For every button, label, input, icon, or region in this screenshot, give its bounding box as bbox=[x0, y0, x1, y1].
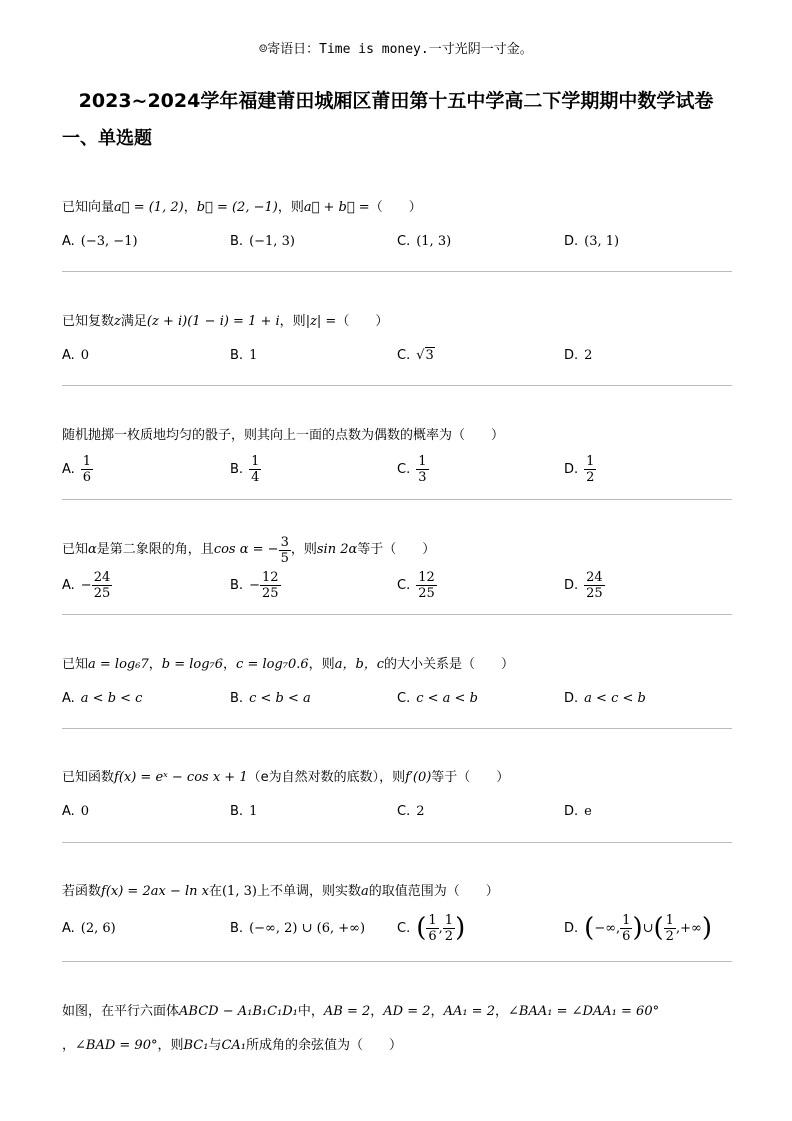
stem-math: a bbox=[360, 884, 369, 899]
option-text: 1 bbox=[249, 803, 258, 819]
denominator: 6 bbox=[82, 469, 92, 485]
option-a[interactable] bbox=[62, 681, 142, 715]
denominator: 5 bbox=[280, 550, 289, 566]
left-paren: ( bbox=[584, 913, 595, 943]
option-b[interactable] bbox=[230, 794, 257, 828]
numerator: 24 bbox=[586, 569, 603, 585]
stem-text: 等于（ ） bbox=[431, 770, 510, 785]
option-label: C. bbox=[397, 577, 411, 593]
option-text: 0 bbox=[80, 347, 90, 363]
stem-text: 中， bbox=[297, 1004, 324, 1019]
option-label: C. bbox=[397, 920, 411, 936]
stem-text: ， bbox=[223, 657, 237, 672]
stem-math: f′(0) bbox=[405, 770, 432, 785]
options-row bbox=[62, 794, 732, 828]
numerator: 1 bbox=[428, 912, 437, 928]
right-paren: ) bbox=[701, 913, 712, 943]
option-text: −∞, bbox=[594, 920, 621, 936]
question-stem bbox=[62, 768, 732, 788]
numerator: 12 bbox=[418, 569, 435, 585]
question-stem bbox=[62, 534, 732, 566]
options-row bbox=[62, 338, 732, 372]
fraction bbox=[620, 913, 632, 944]
option-d[interactable] bbox=[564, 224, 619, 258]
option-d[interactable] bbox=[564, 908, 712, 948]
option-label: B. bbox=[230, 803, 244, 819]
left-paren: ( bbox=[653, 913, 664, 943]
question-stem bbox=[62, 1002, 732, 1022]
option-label: B. bbox=[230, 347, 244, 363]
stem-math: AB = 2 bbox=[323, 1004, 371, 1019]
option-label: B. bbox=[230, 920, 244, 936]
stem-math: cos α = − bbox=[213, 542, 279, 557]
option-label: B. bbox=[230, 233, 244, 249]
option-a[interactable] bbox=[62, 908, 116, 948]
option-label: D. bbox=[564, 233, 579, 249]
option-text: (−∞, 2) ∪ (6, +∞) bbox=[249, 920, 366, 936]
option-label: D. bbox=[564, 347, 579, 363]
fraction bbox=[81, 454, 93, 485]
stem-text: 的取值范围为（ ） bbox=[368, 884, 499, 899]
question-divider bbox=[62, 842, 732, 843]
option-label: C. bbox=[397, 461, 411, 477]
stem-math: CA₁ bbox=[221, 1038, 247, 1053]
option-c[interactable] bbox=[397, 338, 435, 372]
option-label: D. bbox=[564, 803, 579, 819]
question-stem bbox=[62, 312, 732, 332]
option-d[interactable] bbox=[564, 338, 592, 372]
option-label: A. bbox=[62, 920, 75, 936]
fraction bbox=[664, 913, 676, 944]
right-paren: ) bbox=[632, 913, 643, 943]
option-label: A. bbox=[62, 347, 75, 363]
option-label: A. bbox=[62, 577, 75, 593]
stem-math: b⃗ = (2, −1) bbox=[196, 200, 278, 215]
right-paren: ) bbox=[455, 913, 466, 943]
option-text: a < b < c bbox=[80, 690, 143, 706]
union-symbol: ∪ bbox=[642, 920, 654, 936]
option-d[interactable] bbox=[564, 681, 646, 715]
option-b[interactable] bbox=[230, 338, 257, 372]
denominator: 2 bbox=[665, 928, 674, 944]
stem-math: BC₁ bbox=[183, 1038, 209, 1053]
fraction bbox=[249, 454, 261, 485]
stem-math: ∠BAD = 90° bbox=[75, 1038, 158, 1053]
option-c[interactable] bbox=[397, 794, 425, 828]
option-d[interactable] bbox=[564, 794, 592, 828]
numerator: 1 bbox=[251, 453, 260, 469]
stem-text: 的大小关系是（ ） bbox=[384, 657, 515, 672]
stem-text: 已知 bbox=[62, 542, 89, 557]
option-label: B. bbox=[230, 577, 244, 593]
option-c[interactable] bbox=[397, 681, 478, 715]
stem-math: AD = 2 bbox=[383, 1004, 431, 1019]
option-label: D. bbox=[564, 577, 579, 593]
stem-math: f(x) = 2ax − ln x bbox=[101, 884, 209, 899]
question-stem bbox=[62, 882, 732, 902]
option-text: 0 bbox=[80, 803, 90, 819]
option-a[interactable] bbox=[62, 452, 93, 486]
stem-text: ， bbox=[62, 1038, 76, 1053]
option-label: A. bbox=[62, 690, 75, 706]
stem-text: ，则 bbox=[157, 1038, 184, 1053]
option-c[interactable] bbox=[397, 452, 429, 486]
option-label: C. bbox=[397, 803, 411, 819]
numerator: 1 bbox=[622, 912, 631, 928]
option-text: 2 bbox=[584, 347, 593, 363]
question-divider bbox=[62, 385, 732, 386]
option-text: (3, 1) bbox=[584, 233, 620, 249]
denominator: 2 bbox=[586, 469, 595, 485]
section-heading: 一、单选题 bbox=[62, 128, 152, 149]
stem-text: 若函数 bbox=[62, 884, 102, 899]
denominator: 2 bbox=[444, 928, 454, 944]
option-label: A. bbox=[62, 233, 75, 249]
stem-math: a = log₆7 bbox=[88, 657, 149, 672]
stem-text: ， bbox=[148, 657, 162, 672]
option-text: ,+∞ bbox=[675, 920, 702, 936]
question-divider bbox=[62, 271, 732, 272]
stem-math: sin 2α bbox=[316, 542, 358, 557]
fraction bbox=[584, 454, 596, 485]
option-text: (−1, 3) bbox=[249, 233, 295, 249]
question-divider bbox=[62, 614, 732, 615]
option-label: D. bbox=[564, 461, 579, 477]
fraction bbox=[584, 570, 605, 601]
fraction bbox=[260, 570, 281, 601]
question-divider bbox=[62, 728, 732, 729]
option-c[interactable] bbox=[397, 568, 437, 602]
stem-text: ， bbox=[430, 1004, 444, 1019]
sqrt-expression: √3 bbox=[416, 347, 434, 363]
option-label: A. bbox=[62, 803, 75, 819]
options-row bbox=[62, 452, 732, 486]
numerator: 1 bbox=[444, 912, 454, 928]
numerator: 24 bbox=[93, 569, 111, 585]
option-text: (−3, −1) bbox=[80, 233, 138, 249]
stem-math: (1, 3) bbox=[221, 884, 257, 899]
question-stem bbox=[62, 655, 732, 675]
denominator: 25 bbox=[586, 585, 603, 601]
option-a[interactable] bbox=[62, 568, 112, 602]
stem-math: z bbox=[114, 314, 121, 329]
numerator: 1 bbox=[586, 453, 595, 469]
option-label: C. bbox=[397, 347, 411, 363]
option-d[interactable] bbox=[564, 452, 596, 486]
option-label: D. bbox=[564, 690, 579, 706]
question-stem: 随机抛掷一枚质地均匀的骰子，则其向上一面的点数为偶数的概率为（ ） bbox=[62, 428, 505, 443]
stem-text: 与 bbox=[208, 1038, 222, 1053]
option-c[interactable] bbox=[397, 908, 465, 948]
option-label: A. bbox=[62, 461, 75, 477]
option-c[interactable] bbox=[397, 224, 451, 258]
fraction bbox=[426, 913, 438, 944]
stem-text: 如图，在平行六面体 bbox=[62, 1004, 180, 1019]
denominator: 6 bbox=[428, 928, 437, 944]
question-1 bbox=[62, 198, 732, 258]
stem-math: a⃗ + b⃗ = bbox=[303, 200, 370, 215]
stem-text: （ ） bbox=[369, 200, 422, 215]
question-8 bbox=[62, 1002, 732, 1056]
sign: − bbox=[80, 577, 92, 593]
stem-text: 已知向量 bbox=[62, 200, 115, 215]
stem-text: （e为自然对数的底数），则 bbox=[247, 770, 406, 785]
options-row bbox=[62, 908, 732, 948]
left-paren: ( bbox=[416, 913, 427, 943]
stem-math: c = log₇0.6 bbox=[236, 657, 309, 672]
option-a[interactable] bbox=[62, 224, 138, 258]
option-b[interactable] bbox=[230, 452, 261, 486]
numerator: 1 bbox=[665, 912, 674, 928]
stem-math: AA₁ = 2 bbox=[443, 1004, 495, 1019]
stem-text: ， bbox=[370, 1004, 384, 1019]
question-4 bbox=[62, 534, 732, 602]
question-7 bbox=[62, 882, 732, 948]
sign: − bbox=[249, 577, 260, 593]
stem-math: |z| = bbox=[305, 314, 337, 329]
option-text: 2 bbox=[416, 803, 425, 819]
option-b[interactable] bbox=[230, 568, 281, 602]
question-stem-line2 bbox=[62, 1036, 732, 1056]
stem-text: 已知函数 bbox=[62, 770, 115, 785]
option-label: B. bbox=[230, 461, 244, 477]
options-row bbox=[62, 224, 732, 258]
stem-text: （ ） bbox=[336, 314, 389, 329]
stem-text: 是第二象限的角，且 bbox=[96, 542, 214, 557]
stem-text: ，则 bbox=[290, 542, 317, 557]
numerator: 3 bbox=[280, 534, 289, 550]
numerator: 1 bbox=[82, 453, 92, 469]
question-3 bbox=[62, 426, 732, 486]
option-d[interactable] bbox=[564, 568, 605, 602]
stem-text: 上不单调，则实数 bbox=[256, 884, 361, 899]
page-header-motto: ☺寄语日：Time is money.一寸光阴一寸金。 bbox=[259, 42, 533, 57]
option-text: c < b < a bbox=[249, 690, 311, 706]
question-2 bbox=[62, 312, 732, 372]
stem-text: ，则 bbox=[277, 200, 304, 215]
question-5 bbox=[62, 655, 732, 715]
numerator: 1 bbox=[418, 453, 427, 469]
option-text: c < a < b bbox=[416, 690, 478, 706]
option-text: 1 bbox=[249, 347, 258, 363]
options-row bbox=[62, 568, 732, 602]
question-divider bbox=[62, 961, 732, 962]
stem-math: ∠BAA₁ = ∠DAA₁ = 60° bbox=[508, 1004, 660, 1019]
denominator: 4 bbox=[251, 469, 260, 485]
stem-math: a，b，c bbox=[334, 657, 385, 672]
options-row bbox=[62, 681, 732, 715]
stem-text: 已知 bbox=[62, 657, 89, 672]
option-label: C. bbox=[397, 690, 411, 706]
stem-text: ，则 bbox=[279, 314, 306, 329]
option-text: (2, 6) bbox=[80, 920, 116, 936]
question-stem bbox=[62, 198, 732, 218]
denominator: 6 bbox=[622, 928, 631, 944]
stem-text: 所成角的余弦值为（ ） bbox=[246, 1038, 403, 1053]
stem-math: α bbox=[88, 542, 97, 557]
option-b[interactable] bbox=[230, 681, 311, 715]
question-6 bbox=[62, 768, 732, 828]
denominator: 25 bbox=[418, 585, 435, 601]
fraction bbox=[92, 570, 113, 601]
option-a[interactable] bbox=[62, 794, 89, 828]
denominator: 25 bbox=[261, 585, 279, 601]
option-label: C. bbox=[397, 233, 411, 249]
stem-math: ABCD − A₁B₁C₁D₁ bbox=[179, 1004, 298, 1019]
option-b[interactable] bbox=[230, 224, 295, 258]
stem-text: ， bbox=[494, 1004, 508, 1019]
stem-math: (z + i)(1 − i) = 1 + i bbox=[146, 314, 280, 329]
stem-text: ，则 bbox=[308, 657, 335, 672]
option-text: e bbox=[584, 803, 592, 819]
comma: , bbox=[438, 920, 443, 936]
stem-text: 满足 bbox=[120, 314, 147, 329]
stem-text: 在 bbox=[208, 884, 222, 899]
option-label: D. bbox=[564, 920, 579, 936]
stem-math: f(x) = eˣ − cos x + 1 bbox=[114, 770, 248, 785]
denominator: 25 bbox=[93, 585, 111, 601]
numerator: 12 bbox=[261, 569, 279, 585]
stem-text: ， bbox=[183, 200, 197, 215]
option-text: (1, 3) bbox=[416, 233, 452, 249]
stem-text: 已知复数 bbox=[62, 314, 115, 329]
option-label: B. bbox=[230, 690, 244, 706]
option-text: 3 bbox=[425, 347, 434, 363]
stem-text: 等于（ ） bbox=[357, 542, 436, 557]
fraction bbox=[416, 454, 428, 485]
fraction bbox=[279, 535, 291, 566]
denominator: 3 bbox=[418, 469, 427, 485]
question-divider bbox=[62, 499, 732, 500]
fraction bbox=[443, 913, 455, 944]
option-b[interactable] bbox=[230, 908, 365, 948]
fraction bbox=[416, 570, 437, 601]
stem-math: b = log₇6 bbox=[161, 657, 224, 672]
stem-math: a⃗ = (1, 2) bbox=[114, 200, 184, 215]
exam-title: 2023~2024学年福建莆田城厢区莆田第十五中学高二下学期期中数学试卷 bbox=[78, 90, 714, 112]
option-a[interactable] bbox=[62, 338, 89, 372]
option-text: a < c < b bbox=[584, 690, 646, 706]
